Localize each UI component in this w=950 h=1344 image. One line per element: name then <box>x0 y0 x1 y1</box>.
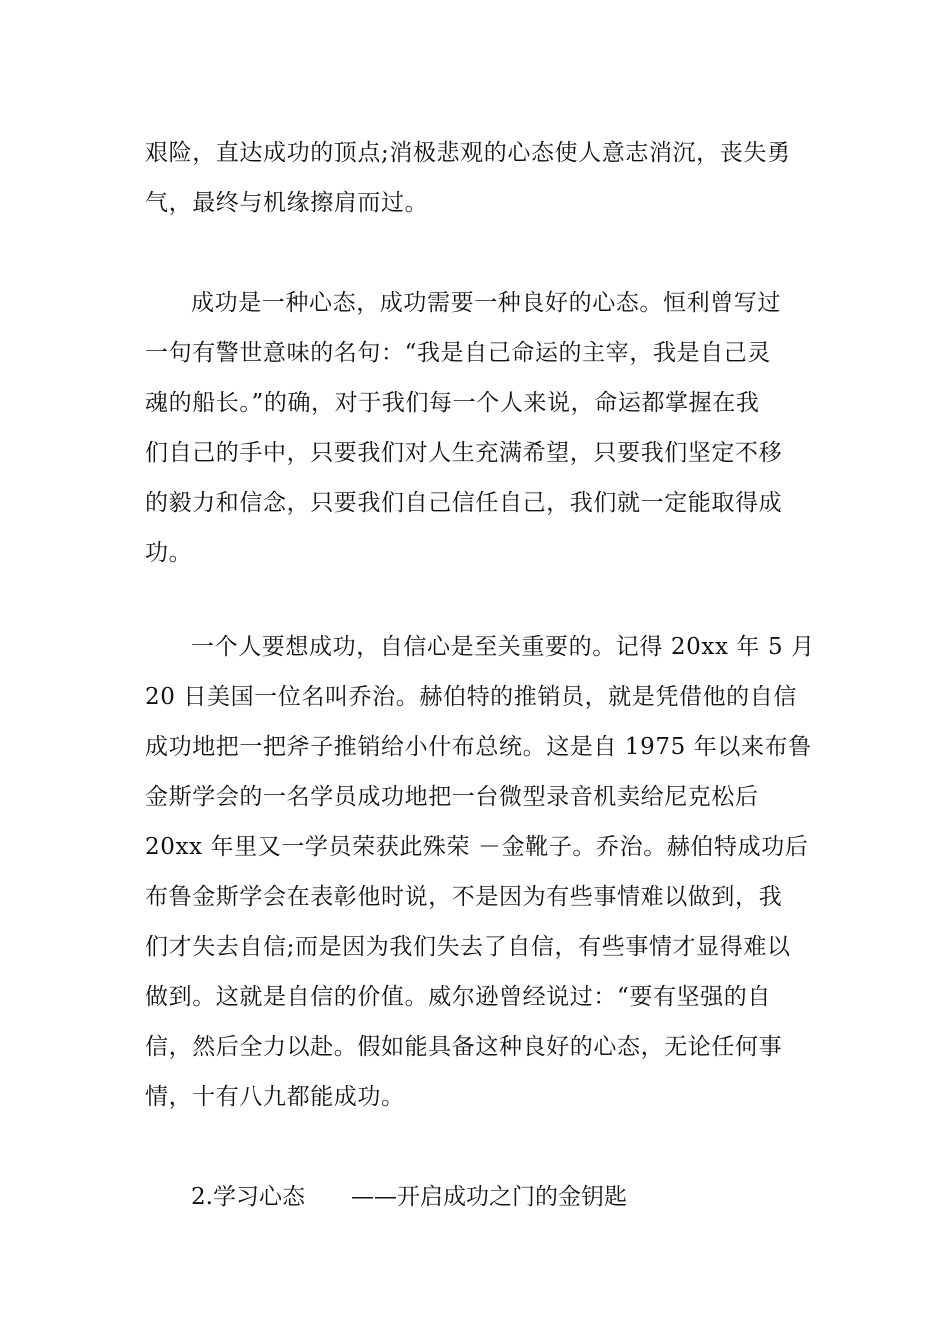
paragraph-line: 气，最终与机缘擦肩而过。 <box>145 190 429 216</box>
paragraph-line: 功。 <box>145 540 193 566</box>
paragraph-line: 布鲁金斯学会在表彰他时说，不是因为有些事情难以做到，我 <box>145 884 783 910</box>
paragraph-line: 20 日美国一位名叫乔治。赫伯特的推销员，就是凭借他的自信 <box>145 684 797 710</box>
section-heading <box>191 1172 627 1222</box>
paragraph-line: 信，然后全力以赴。假如能具备这种良好的心态，无论任何事 <box>145 1034 783 1060</box>
paragraph-line: 一个人要想成功，自信心是至关重要的。记得 20xx 年 5 月 <box>191 634 815 660</box>
paragraph-line: 成功是一种心态，成功需要一种良好的心态。恒利曾写过 <box>191 290 781 316</box>
paragraph-line: 成功地把一把斧子推销给小什布总统。这是自 1975 年以来布鲁 <box>145 734 812 760</box>
section-heading-title: 2.学习心态 <box>191 1184 305 1210</box>
paragraph-line: 们才失去自信;而是因为我们失去了自信，有些事情才显得难以 <box>145 934 791 960</box>
section-heading-subtitle: ——开启成功之门的金钥匙 <box>350 1184 627 1210</box>
paragraph-line: 的毅力和信念，只要我们自己信任自己，我们就一定能取得成 <box>145 490 783 516</box>
paragraph-line: 20xx 年里又一学员荣获此殊荣 －金靴子。乔治。赫伯特成功后 <box>145 834 809 860</box>
paragraph-line: 情，十有八九都能成功。 <box>145 1084 405 1110</box>
paragraph-line: 艰险，直达成功的顶点;消极悲观的心态使人意志消沉，丧失勇 <box>145 140 791 166</box>
paragraph-3 <box>145 622 815 1122</box>
paragraph-line: 做到。这就是自信的价值。威尔逊曾经说过：“要有坚强的自 <box>145 984 771 1010</box>
paragraph-line: 一句有警世意味的名句：“我是自己命运的主宰，我是自己灵 <box>145 340 771 366</box>
paragraph-line: 金斯学会的一名学员成功地把一台微型录音机卖给尼克松后 <box>145 784 759 810</box>
paragraph-line: 魂的船长。”的确，对于我们每一个人来说，命运都掌握在我 <box>145 390 760 416</box>
paragraph-line: 们自己的手中，只要我们对人生充满希望，只要我们坚定不移 <box>145 440 783 466</box>
paragraph-2 <box>145 278 810 578</box>
paragraph-1 <box>145 128 810 228</box>
